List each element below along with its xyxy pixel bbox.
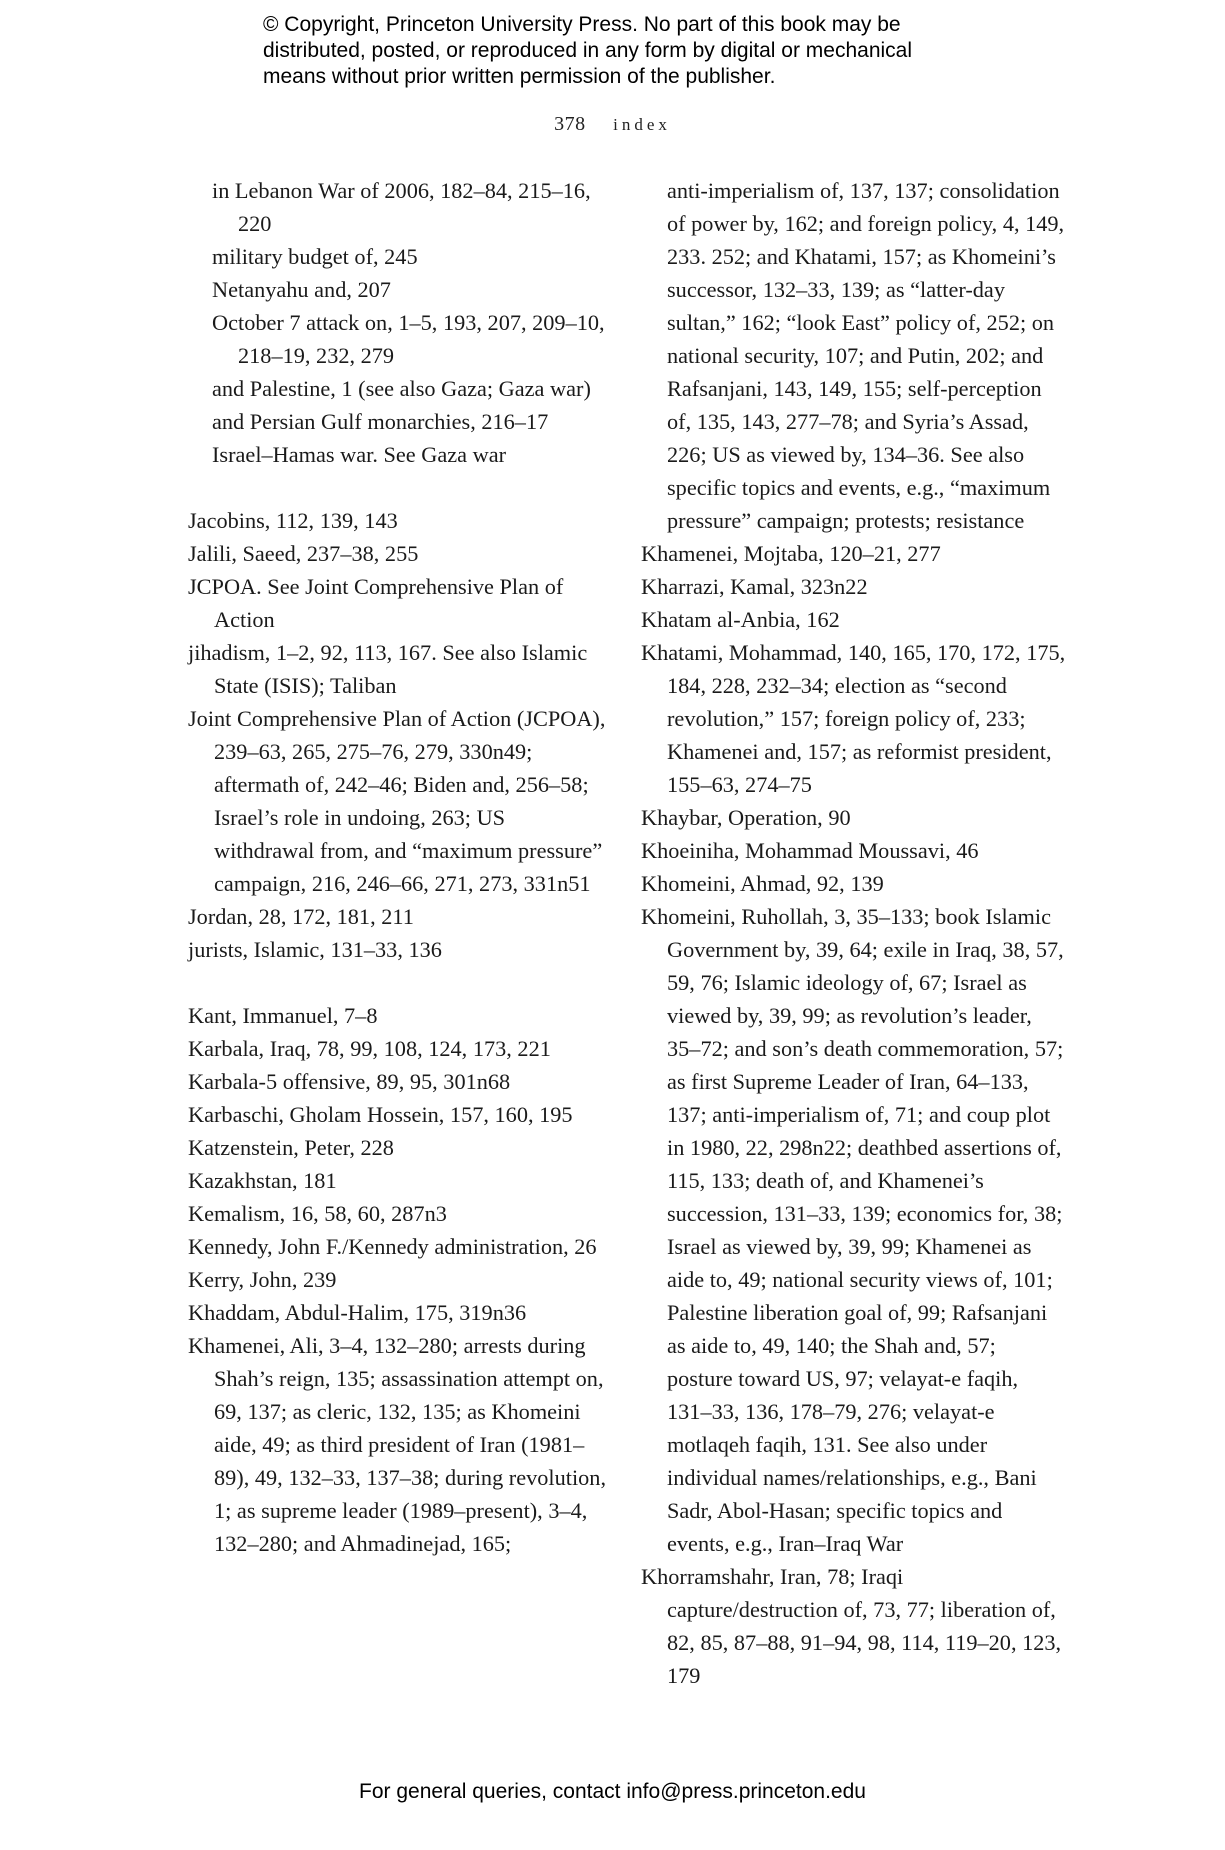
index-column-right <box>641 174 1066 1692</box>
contact-footer: For general queries, contact info@press.princeton.edu <box>359 1780 866 1803</box>
index-subentry: and Palestine, 1 (see also Gaza; Gaza war) <box>212 376 591 401</box>
index-entry: Jacobins, 112, 139, 143 <box>188 508 398 533</box>
index-entry: Kazakhstan, 181 <box>188 1168 337 1193</box>
index-entry: Karbala-5 offensive, 89, 95, 301n68 <box>188 1069 511 1094</box>
index-subentry: and Persian Gulf monarchies, 216–17 <box>212 409 549 434</box>
page-number: 378 <box>554 113 586 135</box>
index-entry: Khorramshahr, Iran, 78; Iraqi capture/destruction of, 73, 77; liberation of, 82, 85, 87–88, 91–94, 98, 114, 119–20, 123, 179 <box>641 1564 1062 1688</box>
index-subentry: in Lebanon War of 2006, 182–84, 215–16, 220 <box>212 178 591 236</box>
index-entry: Khaybar, Operation, 90 <box>641 805 851 830</box>
copyright-notice <box>263 12 1023 90</box>
index-entry: JCPOA. See Joint Comprehensive Plan of Action <box>188 574 564 632</box>
index-entry: jurists, Islamic, 131–33, 136 <box>188 937 442 962</box>
index-entry: Jalili, Saeed, 237–38, 255 <box>188 541 419 566</box>
index-column-left <box>188 174 608 1560</box>
index-entry: Khaddam, Abdul-Halim, 175, 319n36 <box>188 1300 527 1325</box>
index-entry: Khomeini, Ahmad, 92, 139 <box>641 871 884 896</box>
letter-group-gap <box>188 966 608 999</box>
index-entry: Kemalism, 16, 58, 60, 287n3 <box>188 1201 447 1226</box>
index-subentry: military budget of, 245 <box>212 244 418 269</box>
index-entry: Karbala, Iraq, 78, 99, 108, 124, 173, 221 <box>188 1036 551 1061</box>
index-entry: Joint Comprehensive Plan of Action (JCPOA), 239–63, 265, 275–76, 279, 330n49; aftermath of, 242–46; Biden and, 256–58; Israel’s role in undoing, 263; US withdrawal from, and “maximum pressure” campaign, 216, 246–66, 271, 273, 331n51 <box>188 706 606 896</box>
index-entry: Khomeini, Ruhollah, 3, 35–133; book Islamic Government by, 39, 64; exile in Iraq, 38, 57, 59, 76; Islamic ideology of, 67; Israel as viewed by, 39, 99; as revolution’s leader, 35–72; and son’s death commemoration, 57; as first Supreme Leader of Iran, 64–133, 137; anti-imperialism of, 71; and coup plot in 1980, 22, 298n22; deathbed assertions of, 115, 133; death of, and Khamenei’s succession, 131–33, 139; economics for, 38; Israel as viewed by, 39, 99; Khamenei as aide to, 49; national security views of, 101; Palestine liberation goal of, 99; Rafsanjani as aide to, 49, 140; the Shah and, 57; posture toward US, 97; velayat-e faqih, 131–33, 136, 178–79, 276; velayat-e motlaqeh faqih, 131. See also under individual names/relationships, e.g., Bani Sadr, Abol-Hasan; specific topics and events, e.g., Iran–Iraq War <box>641 904 1064 1556</box>
index-entry: Khamenei, Mojtaba, 120–21, 277 <box>641 541 941 566</box>
index-entry: Khoeiniha, Mohammad Moussavi, 46 <box>641 838 979 863</box>
index-entry: Khatami, Mohammad, 140, 165, 170, 172, 175, 184, 228, 232–34; election as “second revolution,” 157; foreign policy of, 233; Khamenei and, 157; as reformist president, 155–63, 274–75 <box>641 640 1066 797</box>
index-entry: Kant, Immanuel, 7–8 <box>188 1003 378 1028</box>
index-subentry: Netanyahu and, 207 <box>212 277 391 302</box>
copyright-line: © Copyright, Princeton University Press. No part of this book may be <box>263 13 901 36</box>
index-entry: Jordan, 28, 172, 181, 211 <box>188 904 414 929</box>
index-entry: Kerry, John, 239 <box>188 1267 337 1292</box>
letter-group-gap <box>188 471 608 504</box>
index-entry: Khamenei, Ali, 3–4, 132–280; arrests during Shah’s reign, 135; assassination attempt on, 69, 137; as cleric, 132, 135; as Khomeini aide, 49; as third president of Iran (1981–89), 49, 132–33, 137–38; during revolution, 1; as supreme leader (1989–present), 3–4, 132–280; and Ahmadinejad, 165; <box>188 1333 607 1556</box>
index-entry: Khatam al-Anbia, 162 <box>641 607 840 632</box>
copyright-line: distributed, posted, or reproduced in any form by digital or mechanical <box>263 39 913 62</box>
index-entry: Kharrazi, Kamal, 323n22 <box>641 574 868 599</box>
index-entry: Karbaschi, Gholam Hossein, 157, 160, 195 <box>188 1102 573 1127</box>
running-header <box>0 113 1225 136</box>
index-entry: jihadism, 1–2, 92, 113, 167. See also Islamic State (ISIS); Taliban <box>188 640 588 698</box>
running-title: index <box>613 115 671 134</box>
index-entry: Kennedy, John F./Kennedy administration, 26 <box>188 1234 597 1259</box>
index-subentry: October 7 attack on, 1–5, 193, 207, 209–10, 218–19, 232, 279 <box>212 310 605 368</box>
copyright-line: means without prior written permission of the publisher. <box>263 65 776 88</box>
index-entry: Katzenstein, Peter, 228 <box>188 1135 394 1160</box>
index-subentry: Israel–Hamas war. See Gaza war <box>212 442 507 467</box>
index-entry-continuation: anti-imperialism of, 137, 137; consolidation of power by, 162; and foreign policy, 4, 149, 233. 252; and Khatami, 157; as Khomeini’s successor, 132–33, 139; as “latter-day sultan,” 162; “look East” policy of, 252; on national security, 107; and Putin, 202; and Rafsanjani, 143, 149, 155; self-perception of, 135, 143, 277–78; and Syria’s Assad, 226; US as viewed by, 134–36. See also specific topics and events, e.g., “maximum pressure” campaign; protests; resistance <box>667 178 1065 533</box>
